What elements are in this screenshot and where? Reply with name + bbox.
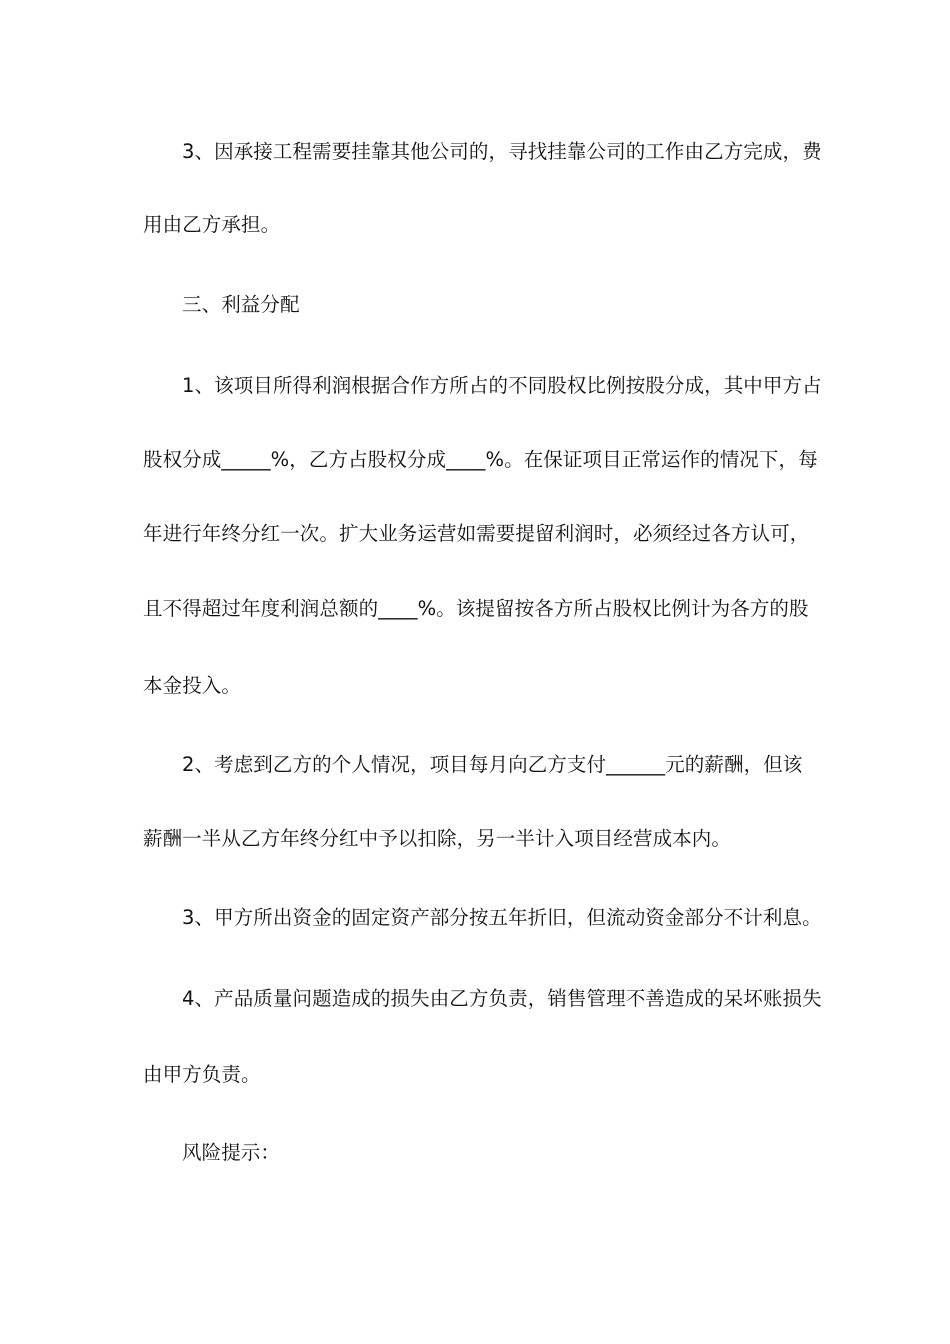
paragraph-line: 3、甲方所出资金的固定资产部分按五年折旧，但流动资金部分不计利息。 [182, 906, 822, 929]
paragraph-line: 4、产品质量问题造成的损失由乙方负责，销售管理不善造成的呆坏账损失 [182, 987, 822, 1010]
paragraph-line: 股权分成_____%，乙方占股权分成____%。在保证项目正常运作的情况下，每 [143, 448, 818, 471]
paragraph-line: 年进行年终分红一次。扩大业务运营如需要提留利润时，必须经过各方认可， [143, 522, 810, 545]
paragraph-line: 由甲方负责。 [143, 1063, 261, 1086]
paragraph-line: 用由乙方承担。 [143, 213, 281, 236]
paragraph-line: 1、该项目所得利润根据合作方所占的不同股权比例按股分成，其中甲方占 [182, 374, 822, 397]
paragraph-line: 薪酬一半从乙方年终分红中予以扣除，另一半计入项目经营成本内。 [143, 827, 732, 850]
section-heading: 风险提示： [182, 1141, 281, 1164]
paragraph-line: 3、因承接工程需要挂靠其他公司的，寻找挂靠公司的工作由乙方完成，费 [182, 140, 822, 163]
section-heading: 三、利益分配 [182, 293, 300, 316]
paragraph-line: 本金投入。 [143, 674, 242, 697]
paragraph-line: 且不得超过年度利润总额的____%。该提留按各方所占股权比例计为各方的股 [143, 597, 809, 620]
paragraph-line: 2、考虑到乙方的个人情况，项目每月向乙方支付______元的薪酬，但该 [182, 753, 803, 776]
